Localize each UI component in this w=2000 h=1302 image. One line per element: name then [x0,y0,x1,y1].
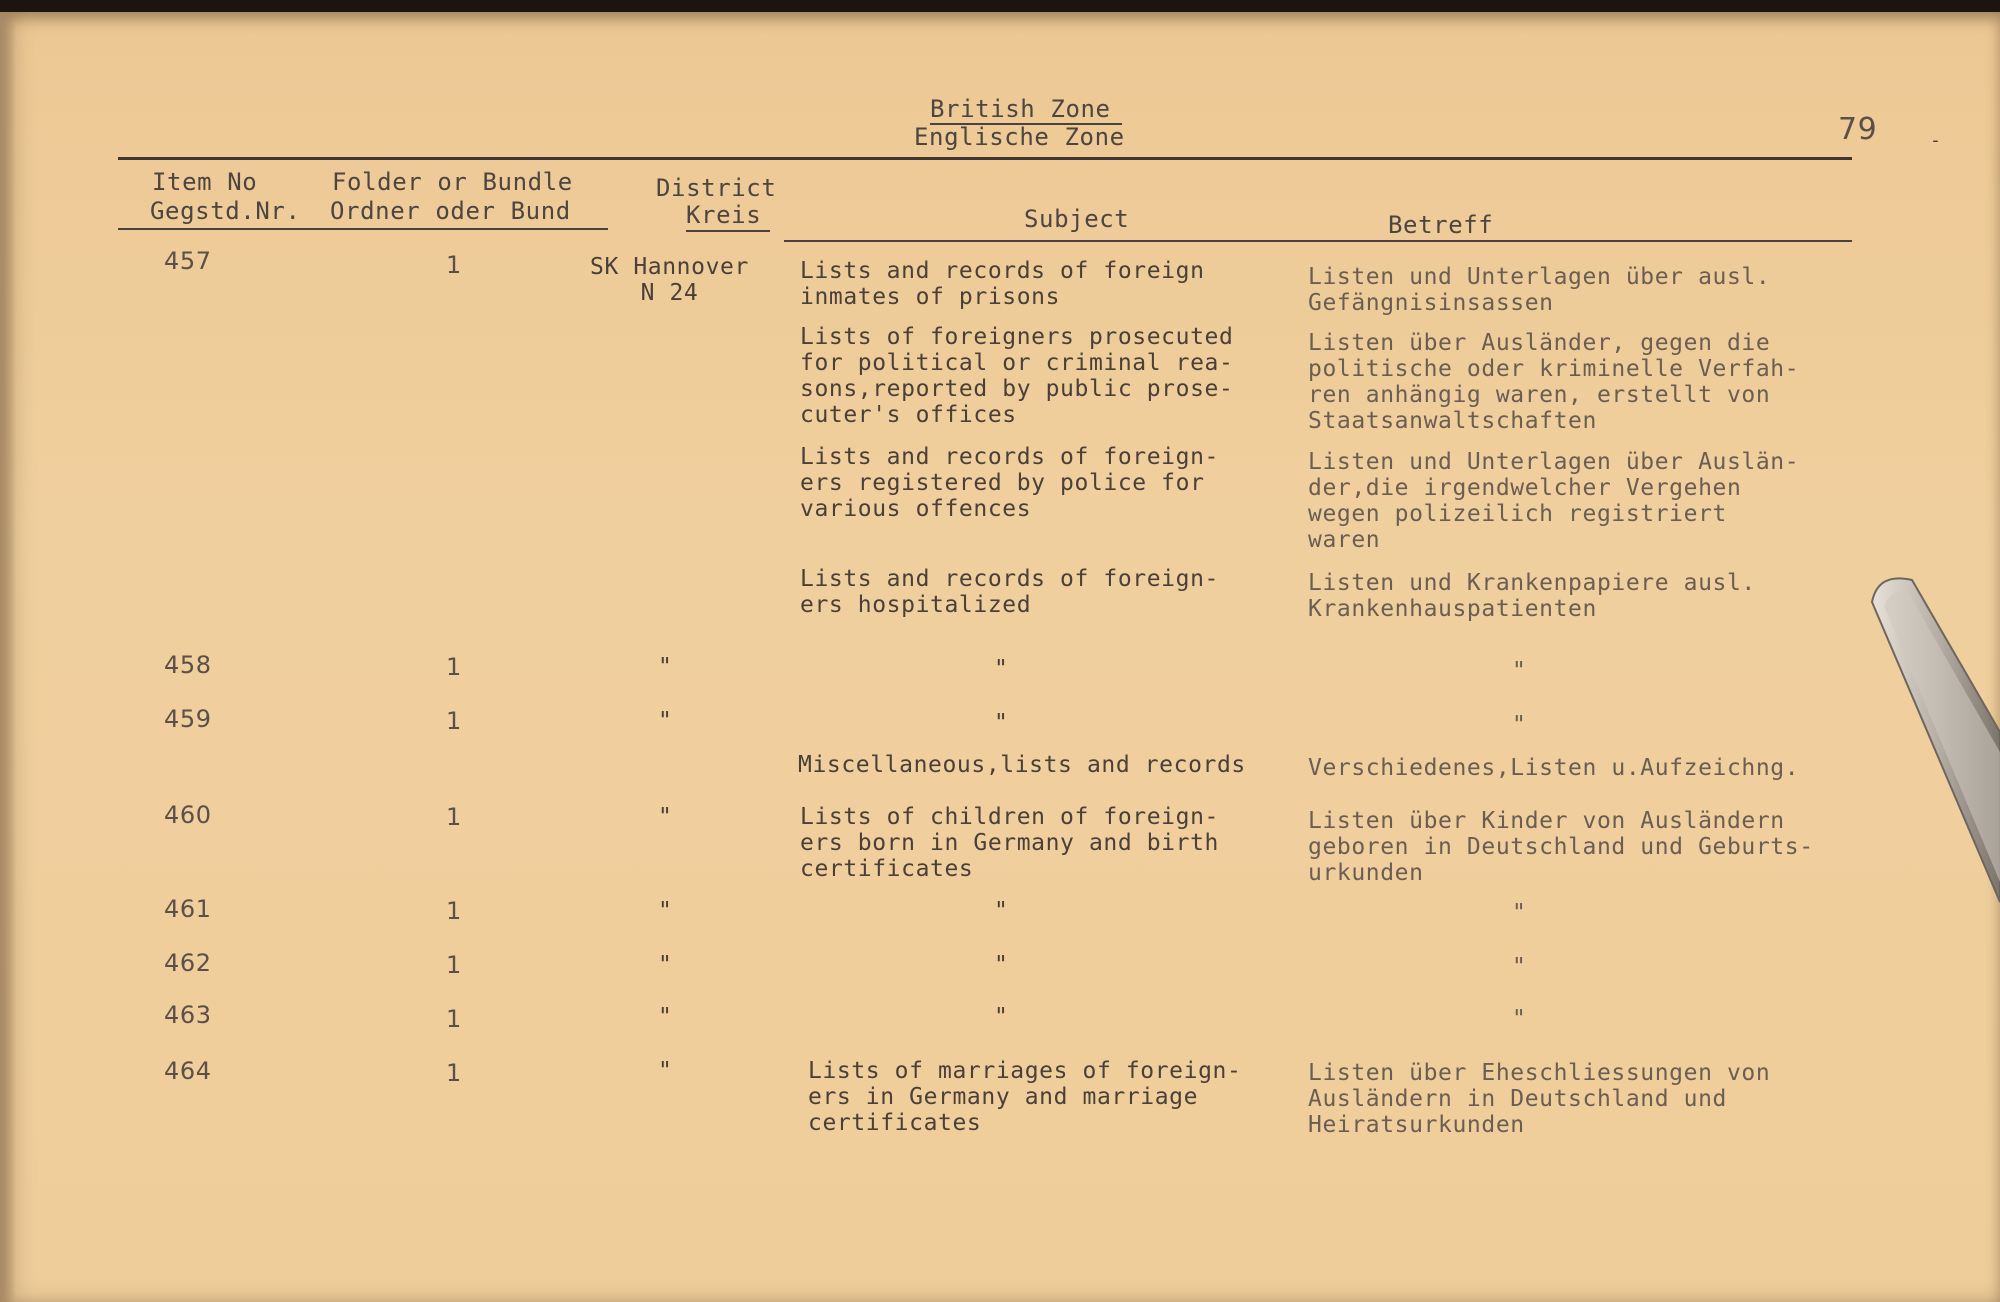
district-cell: " [658,1058,673,1084]
header-top-rule [118,157,1852,160]
subject-cell: Lists and records of foreign- ers hospitalized [800,566,1219,618]
district-cell: " [658,804,673,830]
folder-count: 1 [446,1059,462,1087]
betreff-cell: Listen über Eheschliessungen von Ausländern in Deutschland und Heiratsurkunden [1308,1060,1771,1138]
subject-cell: " [994,898,1009,924]
district-cell: " [658,654,673,680]
document-page [0,12,2000,1302]
betreff-cell: " [1512,1006,1527,1032]
header-rule-right [784,240,1852,242]
betreff-cell: " [1512,954,1527,980]
betreff-cell: " [1512,712,1527,738]
column-header-district-en: District [656,174,777,202]
page-number: 79 [1838,112,1878,147]
betreff-cell: Listen über Ausländer, gegen die politische oder kriminelle Verfah- ren anhängig waren, erstellt von Staatsanwaltschaften [1308,330,1800,434]
item-number: 464 [164,1057,212,1085]
folder-count: 1 [446,951,462,979]
subject-cell: " [994,710,1009,736]
column-header-subject: Subject [1024,205,1130,233]
column-header-folder-de: Ordner oder Bund [330,197,571,225]
folder-count: 1 [446,897,462,925]
page-mark: - [1930,130,1942,151]
folder-count: 1 [446,1005,462,1033]
subject-cell: " [994,1004,1009,1030]
subject-cell: Lists of children of foreign- ers born in Germany and birth certificates [800,804,1219,882]
district-cell: SK Hannover N 24 [590,254,749,306]
subject-cell: " [994,656,1009,682]
district-cell: " [658,898,673,924]
item-number: 459 [164,705,212,733]
district-cell: " [658,708,673,734]
folder-count: 1 [446,251,462,279]
folder-count: 1 [446,707,462,735]
district-cell: " [658,952,673,978]
subject-cell: " [994,952,1009,978]
column-header-district-de: Kreis [686,201,762,229]
item-number: 462 [164,949,212,977]
item-number: 460 [164,801,212,829]
subject-cell: Lists and records of foreign- ers registered by police for various offences [800,444,1219,522]
subject-cell: Lists of marriages of foreign- ers in Germany and marriage certificates [808,1058,1242,1136]
folder-count: 1 [446,653,462,681]
betreff-cell: Listen und Krankenpapiere ausl. Krankenhauspatienten [1308,570,1756,622]
betreff-cell: " [1512,658,1527,684]
item-number: 463 [164,1001,212,1029]
tweezers-icon [1868,572,2000,932]
zone-title-en: British Zone [930,95,1111,123]
betreff-cell: " [1512,900,1527,926]
subject-cell: Lists of foreigners prosecuted for political or criminal rea- sons,reported by public prose- cuter's offices [800,324,1234,428]
betreff-cell: Listen und Unterlagen über Auslän- der,die irgendwelcher Vergehen wegen polizeilich registriert waren [1308,449,1800,553]
header-rule-left [118,228,608,230]
zone-title-de: Englische Zone [914,123,1125,151]
column-header-item-en: Item No [152,168,258,196]
betreff-cell: Listen über Kinder von Ausländern geboren in Deutschland und Geburts- urkunden [1308,808,1814,886]
item-number: 461 [164,895,212,923]
subject-cell: Miscellaneous,lists and records [798,752,1246,778]
item-number: 457 [164,247,212,275]
column-header-item-de: Gegstd.Nr. [150,197,301,225]
item-number: 458 [164,651,212,679]
district-underline [686,230,770,232]
column-header-folder-en: Folder or Bundle [332,168,573,196]
column-header-betreff: Betreff [1388,211,1494,239]
folder-count: 1 [446,803,462,831]
subject-cell: Lists and records of foreign inmates of prisons [800,258,1205,310]
betreff-cell: Listen und Unterlagen über ausl. Gefängnisinsassen [1308,264,1771,316]
district-cell: " [658,1004,673,1030]
betreff-cell: Verschiedenes,Listen u.Aufzeichng. [1308,755,1800,781]
